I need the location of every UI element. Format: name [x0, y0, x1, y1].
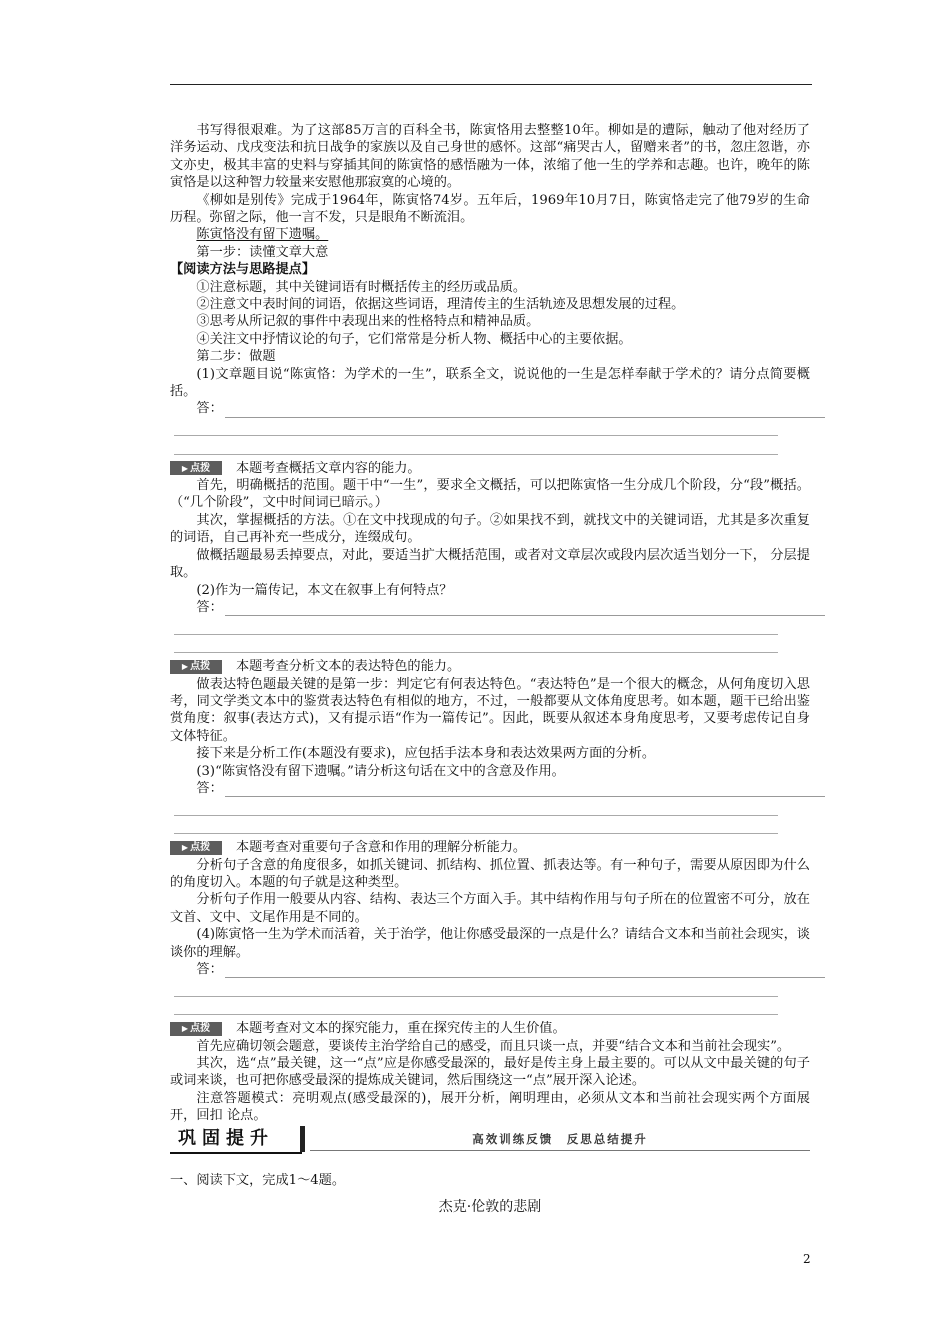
- page-number: 2: [803, 1252, 811, 1266]
- banner-divider: [300, 1126, 305, 1152]
- method-item: ①注意标题，其中关键词语有时概括传主的经历或品质。: [196, 279, 527, 295]
- step-heading: 第一步：读懂文章大意: [196, 244, 329, 260]
- paragraph: 书写得很艰难。为了这部85万言的百科全书，陈寅恪用去整整10年。柳如是的遭际，触动了他对经历了洋务运动、戊戌变法和抗日战争的家族以及自己身世的感怀。这部“痛哭古人，留赠来者”的书，忽庄忽谐，亦文亦史，极其丰富的史料与穿插其间的陈寅恪的感悟融为一体，浓缩了他一生的学养和志趣。也许，晚年的陈寅恪是以这种智力较量来安慰他那寂寞的心境的。: [170, 123, 810, 191]
- underlined-sentence: 陈寅恪没有留下遗嘱。: [196, 227, 329, 243]
- tip-paragraph: 其次，选“点”最关键，这一“点”应是你感受最深的，最好是传主身上最主要的。可以从文中最关键的句子或词来谈，也可把你感受最深的提炼成关键词，然后围绕这一“点”展开深入论述。: [170, 1055, 810, 1089]
- answer-row: [170, 780, 810, 797]
- paragraph: 《柳如是别传》完成于1964年，陈寅恪74岁。五年后，1969年10月7日，陈寅恪走完了他79岁的生命历程。弥留之际，他一言不发，只是眼角不断流泪。: [170, 192, 810, 226]
- answer-line[interactable]: [174, 616, 778, 634]
- question: (4)陈寅恪一生为学术而活着，关于治学，他让你感受最深的一点是什么？请结合文本和当前社会现实，谈谈你的理解。: [170, 927, 810, 960]
- answer-label: 答：: [196, 780, 223, 796]
- tip-paragraph: 分析句子含意的角度很多，如抓关键词、抓结构、抓位置、抓表达等。有一种句子，需要从原因即为什么的角度切入。本题的句子就是这种类型。: [170, 857, 810, 890]
- tip-text: 本题考查概括文章内容的能力。: [236, 460, 421, 476]
- tip-text: 本题考查对重要句子含意和作用的理解分析能力。: [236, 840, 527, 856]
- answer-line[interactable]: [174, 418, 778, 436]
- tip-paragraph: 首先，明确概括的范围。题干中“一生”，要求全文概括，可以把陈寅恪一生分成几个阶段，分“段”概括。（“几个阶段”，文中时间词已暗示。）: [170, 478, 810, 511]
- tip-text: 本题考查对文本的探究能力，重在探究传主的人生价值。: [236, 1021, 566, 1037]
- answer-line[interactable]: [174, 436, 778, 454]
- tip-paragraph: 做表达特色题最关键的是第一步：判定它有何表达特色。“表达特色”是一个很大的概念，从何角度切入思考，同文学类文本中的鉴赏表达特色有相似的地方，不过，一般都要从文体角度思考。如本题，题干已给出鉴赏角度：叙事(表达方式)，又有提示语“作为一篇传记”。因此，既要从叙述本身角度思考，又要考虑传记自身文体特征。: [170, 676, 810, 744]
- section-banner: [170, 1124, 810, 1154]
- answer-line[interactable]: [174, 816, 778, 834]
- question: (1)文章题目说“陈寅恪：为学术的一生”，联系全文，说说他的一生是怎样奉献于学术的？请分点简要概括。: [170, 366, 810, 400]
- banner-title: 巩固提升: [170, 1126, 302, 1154]
- answer-label: 答：: [196, 401, 223, 417]
- answer-label: 答：: [196, 961, 223, 977]
- tip-paragraph: 分析句子作用一般要从内容、结构、表达三个方面入手。其中结构作用与句子所在的位置密不可分，放在文首、文中、文尾作用是不同的。: [170, 892, 810, 925]
- method-item: ④关注文中抒情议论的句子，它们常常是分析人物、概括中心的主要依据。: [196, 331, 632, 347]
- banner-subtitle: 高效训练反馈 反思总结提升: [310, 1128, 810, 1151]
- tip-paragraph: 注意答题模式：亮明观点(感受最深的)，展开分析，阐明理由，必须从文本和当前社会现实两个方面展开，回扣 论点。: [170, 1090, 810, 1124]
- tip-paragraph: 首先应确切领会题意，要谈传主治学给自己的感受，而且只谈一点，并要“结合文本和当前社会现实”。: [196, 1038, 791, 1054]
- exercise-section: [170, 1172, 810, 1216]
- answer-line[interactable]: [174, 635, 778, 653]
- method-item: ③思考从所记叙的事件中表现出来的性格特点和精神品质。: [196, 314, 540, 330]
- answer-line[interactable]: [225, 603, 825, 616]
- question: (3)“陈寅恪没有留下遗嘱。”请分析这句话在文中的含意及作用。: [196, 763, 565, 779]
- answer-line[interactable]: [174, 997, 778, 1015]
- tip-badge: ▶ 点拨: [170, 841, 222, 855]
- arrow-icon: ▶: [181, 662, 189, 672]
- tip-paragraph: 做概括题最易丢掉要点，对此，要适当扩大概括范围，或者对文章层次或段内层次适当划分一下， 分层提取。: [170, 547, 810, 581]
- answer-row: [170, 599, 810, 616]
- tip-badge: ▶ 点拨: [170, 1022, 222, 1036]
- tip-badge: ▶ 点拨: [170, 660, 222, 674]
- tip-paragraph: 其次，掌握概括的方法。①在文中找现成的句子。②如果找不到，就找文中的关键词语，尤其是多次重复的词语，自己再补充一些成分，连缀成句。: [170, 512, 810, 546]
- tip-row: [170, 839, 810, 856]
- answer-row: [170, 961, 810, 978]
- tip-row: [170, 1020, 810, 1037]
- exercise-title: 杰克·伦敦的悲剧: [438, 1199, 542, 1215]
- method-item: ②注意文中表时间的词语，依据这些词语，理清传主的生活轨迹及思想发展的过程。: [196, 297, 685, 313]
- answer-line[interactable]: [225, 784, 825, 797]
- tip-row: [170, 658, 810, 675]
- tip-badge: ▶ 点拨: [170, 461, 222, 475]
- answer-row: [170, 401, 810, 418]
- tip-row: [170, 460, 810, 477]
- question: (2)作为一篇传记，本文在叙事上有何特点？: [196, 582, 453, 598]
- arrow-icon: ▶: [181, 843, 189, 853]
- answer-line[interactable]: [174, 978, 778, 996]
- answer-line[interactable]: [225, 405, 825, 418]
- answer-label: 答：: [196, 599, 223, 615]
- arrow-icon: ▶: [181, 1024, 189, 1034]
- document-body: [170, 122, 810, 1125]
- arrow-icon: ▶: [181, 463, 189, 473]
- tip-text: 本题考查分析文本的表达特色的能力。: [236, 659, 461, 675]
- header-rule: [170, 84, 812, 85]
- answer-line[interactable]: [225, 965, 825, 978]
- answer-line[interactable]: [174, 797, 778, 815]
- exercise-intro: 一、阅读下文，完成1～4题。: [170, 1173, 346, 1188]
- method-heading: 【阅读方法与思路提点】: [170, 262, 316, 278]
- step-heading: 第二步：做题: [196, 349, 276, 365]
- tip-paragraph: 接下来是分析工作(本题没有要求)，应包括手法本身和表达效果两方面的分析。: [196, 746, 656, 762]
